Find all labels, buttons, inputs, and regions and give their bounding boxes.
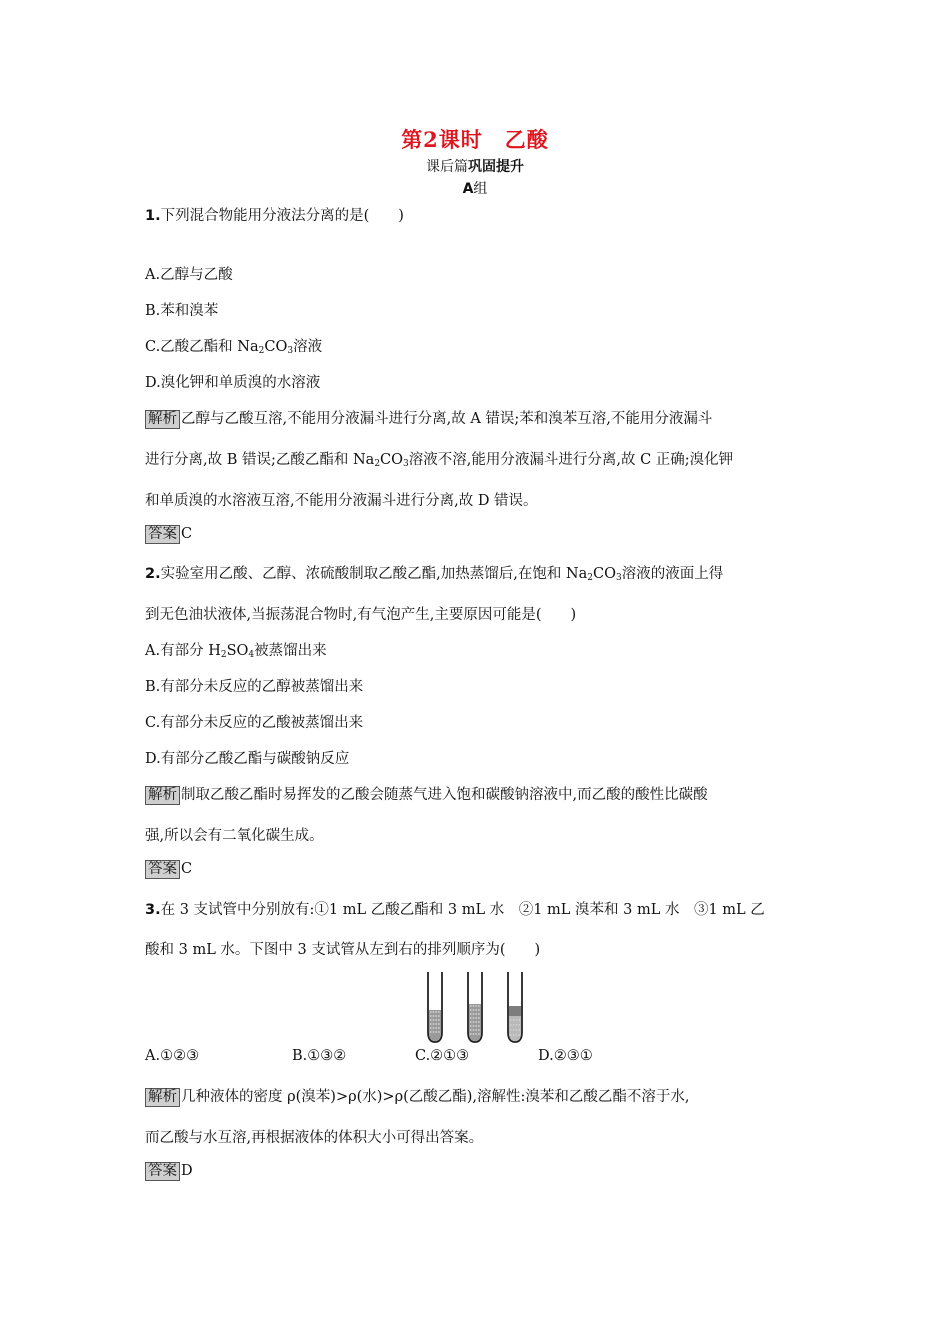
q1-stem-text: 下列混合物能用分液法分离的是( ) xyxy=(160,208,404,224)
group-letter: A xyxy=(462,181,474,197)
answer-tag: 答案 xyxy=(145,525,180,544)
analysis-tag: 解析 xyxy=(145,1088,180,1107)
q2-option-a-pre: A.有部分 H xyxy=(145,643,221,659)
q2-option-a-post: 被蒸馏出来 xyxy=(254,643,327,659)
q1-analysis-l2-pre: 进行分离,故 B 错误;乙酸乙酯和 Na xyxy=(145,452,375,468)
subtitle-bold: 巩固提升 xyxy=(468,159,524,175)
q1-option-c-sub2: 3 xyxy=(287,346,294,356)
q2-answer xyxy=(145,860,192,879)
q2-analysis-line1 xyxy=(145,783,708,805)
q2-option-c: C.有部分未反应的乙酸被蒸馏出来 xyxy=(145,715,364,731)
q1-analysis-l2-mid: CO xyxy=(380,452,404,468)
answer-tag: 答案 xyxy=(145,1162,180,1181)
q1-analysis-l2-sub2: 3 xyxy=(403,459,409,469)
group-heading xyxy=(0,178,950,198)
q2-stem-l1-sub2: 3 xyxy=(616,573,622,583)
q2-stem-l1-sub1: 2 xyxy=(587,573,594,583)
q1-answer xyxy=(145,525,192,544)
q2-option-b: B.有部分未反应的乙醇被蒸馏出来 xyxy=(145,679,364,695)
q1-analysis-text1: 乙醇与乙酸互溶,不能用分液漏斗进行分离,故 A 错误;苯和溴苯互溶,不能用分液漏斗 xyxy=(181,411,713,427)
q1-stem xyxy=(145,204,404,225)
q2-option-a-sub2: 4 xyxy=(248,650,255,660)
q2-option-a-sub1: 2 xyxy=(220,650,227,660)
q1-option-a: A.乙醇与乙酸 xyxy=(145,267,233,283)
subtitle-plain: 课后篇 xyxy=(426,159,468,175)
q2-analysis-line2: 强,所以会有二氧化碳生成。 xyxy=(145,828,324,844)
q2-stem-line2: 到无色油状液体,当振荡混合物时,有气泡产生,主要原因可能是( ) xyxy=(145,607,577,623)
q1-option-d: D.溴化钾和单质溴的水溶液 xyxy=(145,375,321,391)
test-tube-3 xyxy=(508,972,522,1042)
q3-option-c: C.②①③ xyxy=(415,1048,470,1064)
q2-number: 2. xyxy=(145,566,161,582)
q1-option-c-post: 溶液 xyxy=(293,339,323,355)
q3-option-b: B.①③② xyxy=(292,1048,347,1064)
analysis-tag: 解析 xyxy=(145,410,180,429)
q1-number: 1. xyxy=(145,208,161,224)
q3-stem-line2: 酸和 3 mL 水。下图中 3 支试管从左到右的排列顺序为( ) xyxy=(145,942,541,958)
q2-stem-line1 xyxy=(145,562,723,583)
q1-analysis-l2-sub1: 2 xyxy=(374,459,381,469)
test-tube-2 xyxy=(468,972,482,1042)
q2-answer-value: C xyxy=(181,861,193,877)
answer-tag: 答案 xyxy=(145,860,180,879)
q2-stem-l1-pre: 实验室用乙酸、乙醇、浓硫酸制取乙酸乙酯,加热蒸馏后,在饱和 Na xyxy=(160,566,588,582)
q1-option-b: B.苯和溴苯 xyxy=(145,303,219,319)
q1-option-c-sub1: 2 xyxy=(258,346,265,356)
q2-option-d: D.有部分乙酸乙酯与碳酸钠反应 xyxy=(145,751,350,767)
q3-number: 3. xyxy=(145,902,161,918)
q2-stem-l1-post: 溶液的液面上得 xyxy=(621,566,724,582)
test-tubes-figure xyxy=(420,970,530,1046)
q3-analysis-line1 xyxy=(145,1085,690,1107)
analysis-tag: 解析 xyxy=(145,786,180,805)
page-subtitle xyxy=(0,156,950,176)
q3-option-d: D.②③① xyxy=(538,1048,593,1064)
test-tube-1 xyxy=(428,972,442,1042)
q3-analysis-text1: 几种液体的密度 ρ(溴苯)>ρ(水)>ρ(乙酸乙酯),溶解性:溴苯和乙酸乙酯不溶于水, xyxy=(181,1089,690,1105)
q2-option-a xyxy=(145,639,327,660)
q2-analysis-text1: 制取乙酸乙酯时易挥发的乙酸会随蒸气进入饱和碳酸钠溶液中,而乙酸的酸性比碳酸 xyxy=(181,787,708,803)
q1-analysis-line3: 和单质溴的水溶液互溶,不能用分液漏斗进行分离,故 D 错误。 xyxy=(145,493,538,509)
q1-option-c-pre: C.乙酸乙酯和 Na xyxy=(145,339,259,355)
q1-analysis-l2-post: 溶液不溶,能用分液漏斗进行分离,故 C 正确;溴化钾 xyxy=(408,452,734,468)
group-word: 组 xyxy=(473,181,488,197)
q3-stem-l1: 在 3 支试管中分别放有:①1 mL 乙酸乙酯和 3 mL 水 ②1 mL 溴苯和 3 mL 水 ③1 mL 乙 xyxy=(160,902,765,918)
q3-answer-value: D xyxy=(181,1163,193,1179)
q3-option-a: A.①②③ xyxy=(145,1048,200,1064)
q3-analysis-line2: 而乙酸与水互溶,再根据液体的体积大小可得出答案。 xyxy=(145,1130,484,1146)
q1-analysis-line1 xyxy=(145,407,712,429)
q1-option-c xyxy=(145,335,322,356)
q3-stem-line1 xyxy=(145,898,765,919)
q2-option-a-mid: SO xyxy=(226,643,249,659)
q2-stem-l1-mid: CO xyxy=(593,566,616,582)
q1-analysis-line2 xyxy=(145,448,733,469)
q1-option-c-mid: CO xyxy=(264,339,288,355)
page-title: 第2课时 乙酸 xyxy=(401,127,549,152)
q1-answer-value: C xyxy=(181,526,193,542)
q3-answer xyxy=(145,1162,193,1181)
